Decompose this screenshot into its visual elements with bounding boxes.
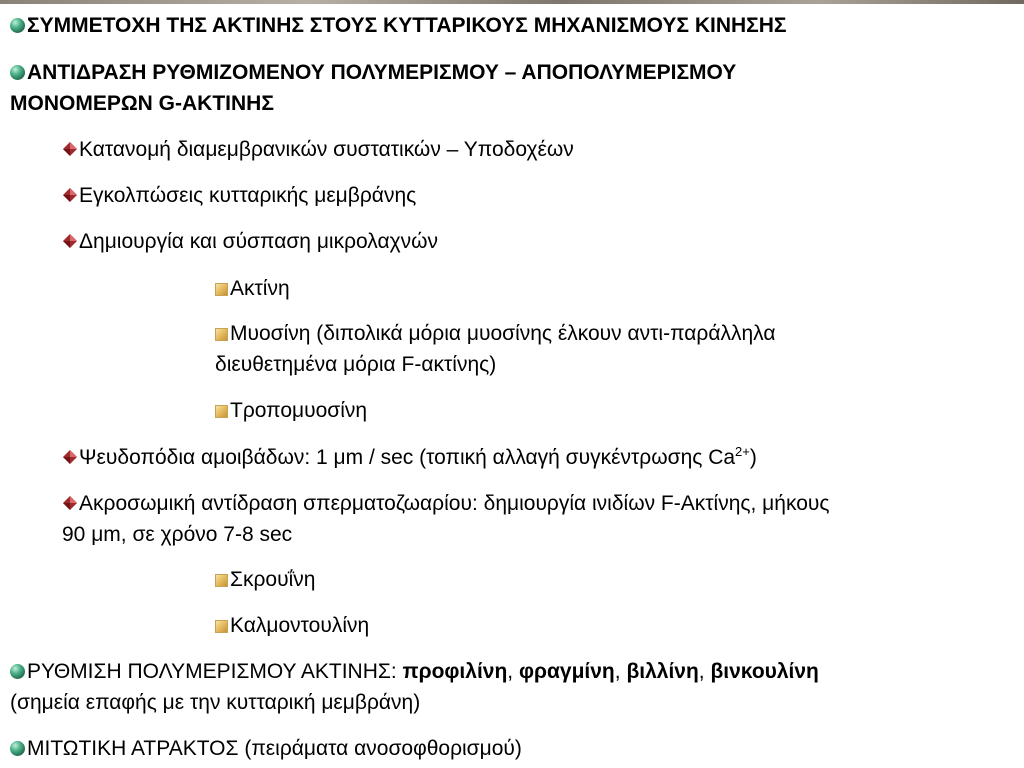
subbullet-pseudopodia <box>62 442 757 473</box>
green-sphere-bullet-icon <box>10 65 25 80</box>
subbullet-membrane-invaginations <box>62 180 416 211</box>
green-sphere-bullet-icon <box>10 18 25 33</box>
protein-fragmin: φραγμίνη <box>518 660 615 683</box>
separator: , <box>507 660 519 683</box>
red-diamond-bullet-icon <box>62 233 78 249</box>
bullet-polymerization-regulation <box>10 656 819 687</box>
subbullet-text: Δημιουργία και σύσπαση μικρολαχνών <box>79 230 439 253</box>
bullet-text: ΣΥΜΜΕΤΟΧΗ ΤΗΣ ΑΚΤΙΝΗΣ ΣΤΟΥΣ ΚΥΤΤΑΡΙΚΟΥΣ ΜΗΧΑΝΙΣΜΟΥΣ ΚΙΝΗΣΗΣ <box>27 14 787 37</box>
subbullet-text: Ακροσωμική αντίδραση σπερματοζωαρίου: δημιουργία ινιδίων F-Ακτίνης, μήκους <box>79 492 830 515</box>
subsubbullet-tropomyosin <box>215 395 367 426</box>
protein-profilin: προφιλίνη <box>402 660 508 683</box>
green-sphere-bullet-icon <box>10 741 25 756</box>
subsubbullet-text: Μυοσίνη (διπολικά μόρια μυοσίνης έλκουν αντι-παράλληλα <box>230 322 776 345</box>
red-diamond-bullet-icon <box>62 495 78 511</box>
gold-square-bullet-icon <box>215 328 228 341</box>
protein-villin: βιλλίνη <box>626 660 699 683</box>
bullet-polymerization-regulation-cont <box>10 687 420 718</box>
bullet-mitotic-spindle <box>10 733 522 764</box>
gold-square-bullet-icon <box>215 620 228 633</box>
subsubbullet-calmodulin <box>215 610 369 641</box>
gold-square-bullet-icon <box>215 574 228 587</box>
bullet-text: ΑΝΤΙΔΡΑΣΗ ΡΥΘΜΙΖΟΜΕΝΟΥ ΠΟΛΥΜΕΡΙΣΜΟΥ – ΑΠΟΠΟΛΥΜΕΡΙΣΜΟΥ <box>27 61 737 84</box>
subbullet-text: Εγκολπώσεις κυτταρικής μεμβράνης <box>79 184 417 207</box>
gold-square-bullet-icon <box>215 405 228 418</box>
subbullet-acrosomal-reaction <box>62 488 830 519</box>
red-diamond-bullet-icon <box>62 187 78 203</box>
calcium-charge-superscript: 2+ <box>735 444 750 459</box>
red-diamond-bullet-icon <box>62 449 78 465</box>
separator: , <box>614 660 627 683</box>
subbullet-membrane-distribution <box>62 134 574 165</box>
subsubbullet-text: Τροπομυοσίνη <box>230 399 368 422</box>
green-sphere-bullet-icon <box>10 664 25 679</box>
gold-square-bullet-icon <box>215 283 228 296</box>
red-diamond-bullet-icon <box>62 141 78 157</box>
bullet-polymerization-reaction <box>10 57 736 88</box>
subsubbullet-myosin-cont <box>215 349 496 380</box>
subsubbullet-text: Σκρουΐνη <box>230 568 316 591</box>
subsubbullet-scruin <box>215 564 315 595</box>
subsubbullet-text: Ακτίνη <box>230 277 290 300</box>
subsubbullet-actin <box>215 273 290 304</box>
bullet-text: ΡΥΘΜΙΣΗ ΠΟΛΥΜΕΡΙΣΜΟΥ ΑΚΤΙΝΗΣ: <box>27 660 403 683</box>
separator: , <box>698 660 711 683</box>
subbullet-acrosomal-reaction-cont <box>62 519 292 550</box>
subbullet-text: Κατανομή διαμεμβρανικών συστατικών – Υποδοχέων <box>79 138 574 161</box>
subbullet-text: 90 μm, σε χρόνο 7-8 sec <box>62 523 293 546</box>
subsubbullet-text: διευθετημένα μόρια F-ακτίνης) <box>215 353 497 376</box>
subbullet-text: Ψευδοπόδια αμοιβάδων: 1 μm / sec (τοπική αλλαγή συγκέντρωσης Ca <box>79 446 736 469</box>
protein-vinculin: βινκουλίνη <box>710 660 819 683</box>
subsubbullet-text: Καλμοντουλίνη <box>230 614 370 637</box>
bullet-polymerization-reaction-cont <box>10 88 274 119</box>
subbullet-microvilli <box>62 226 438 257</box>
bullet-text: ΜΙΤΩΤΙΚΗ ΑΤΡΑΚΤΟΣ (πειράματα ανοσοφθορισμού) <box>27 737 522 760</box>
bullet-text: ΜΟΝΟΜΕΡΩΝ G-ΑΚΤΙΝΗΣ <box>10 92 274 115</box>
subsubbullet-myosin <box>215 318 776 349</box>
bullet-text: (σημεία επαφής με την κυτταρική μεμβράνη) <box>10 691 421 714</box>
bullet-actin-motility <box>10 10 787 41</box>
closing-paren: ) <box>749 446 757 469</box>
